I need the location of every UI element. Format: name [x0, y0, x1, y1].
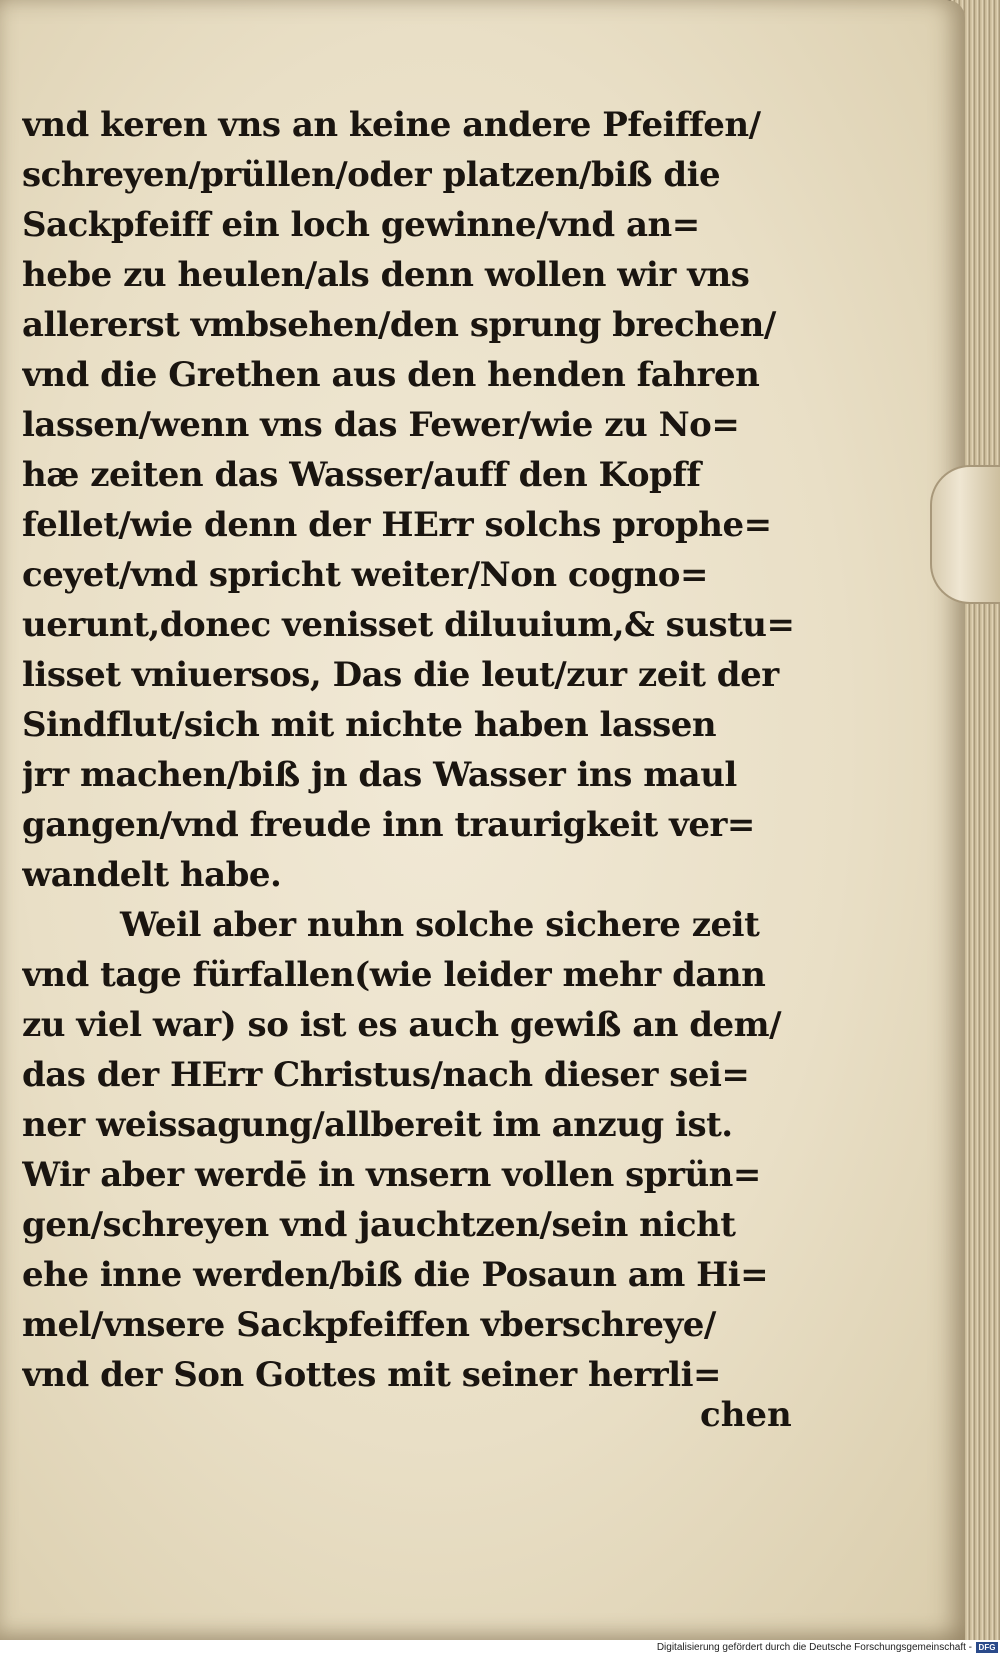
page-text: [22, 100, 800, 1400]
footer-bar: [0, 1640, 1000, 1655]
text-line: vnd keren vns an keine andere Pfeiffen/: [22, 105, 761, 145]
text-line: gen/schreyen vnd jauchtzen/sein nicht: [22, 1205, 736, 1245]
dfg-logo: DFG: [976, 1642, 998, 1653]
catchword: chen: [700, 1395, 792, 1435]
text-line: allererst vmbsehen/den sprung brechen/: [22, 305, 776, 345]
text-line: lisset vniuersos, Das die leut/zur zeit der: [22, 655, 779, 695]
text-line: schreyen/prüllen/oder platzen/biß die: [22, 155, 721, 195]
text-line: gangen/vnd freude inn traurigkeit ver=: [22, 805, 755, 845]
text-line: vnd tage fürfallen(wie leider mehr dann: [22, 955, 766, 995]
text-line: lassen/wenn vns das Fewer/wie zu No=: [22, 405, 740, 445]
text-line: ceyet/vnd spricht weiter/Non cogno=: [22, 555, 708, 595]
text-line: hæ zeiten das Wasser/auff den Kopff: [22, 455, 701, 495]
footer-credit: Digitalisierung gefördert durch die Deutsche Forschungsgemeinschaft -: [656, 1642, 972, 1653]
text-line: Weil aber nuhn solche sichere zeit: [120, 905, 760, 945]
text-line: wandelt habe.: [22, 855, 282, 895]
text-line: vnd der Son Gottes mit seiner herrli=: [22, 1355, 721, 1395]
text-line: das der HErr Christus/nach dieser sei=: [22, 1055, 750, 1095]
text-line: mel/vnsere Sackpfeiffen vberschreye/: [22, 1305, 716, 1345]
page-tab: [930, 465, 1000, 604]
text-line: jrr machen/biß jn das Wasser ins maul: [22, 755, 737, 795]
text-line: Wir aber werdē in vnsern vollen sprün=: [22, 1155, 761, 1195]
text-line: vnd die Grethen aus den henden fahren: [22, 355, 760, 395]
text-line: fellet/wie denn der HErr solchs prophe=: [22, 505, 772, 545]
text-line: ner weissagung/allbereit im anzug ist.: [22, 1105, 733, 1145]
text-line: hebe zu heulen/als denn wollen wir vns: [22, 255, 750, 295]
text-line: ehe inne werden/biß die Posaun am Hi=: [22, 1255, 769, 1295]
text-line: uerunt,donec venisset diluuium,& sustu=: [22, 605, 795, 645]
text-line: Sindflut/sich mit nichte haben lassen: [22, 705, 717, 745]
text-line: zu viel war) so ist es auch gewiß an dem/: [22, 1005, 782, 1045]
text-line: Sackpfeiff ein loch gewinne/vnd an=: [22, 205, 700, 245]
